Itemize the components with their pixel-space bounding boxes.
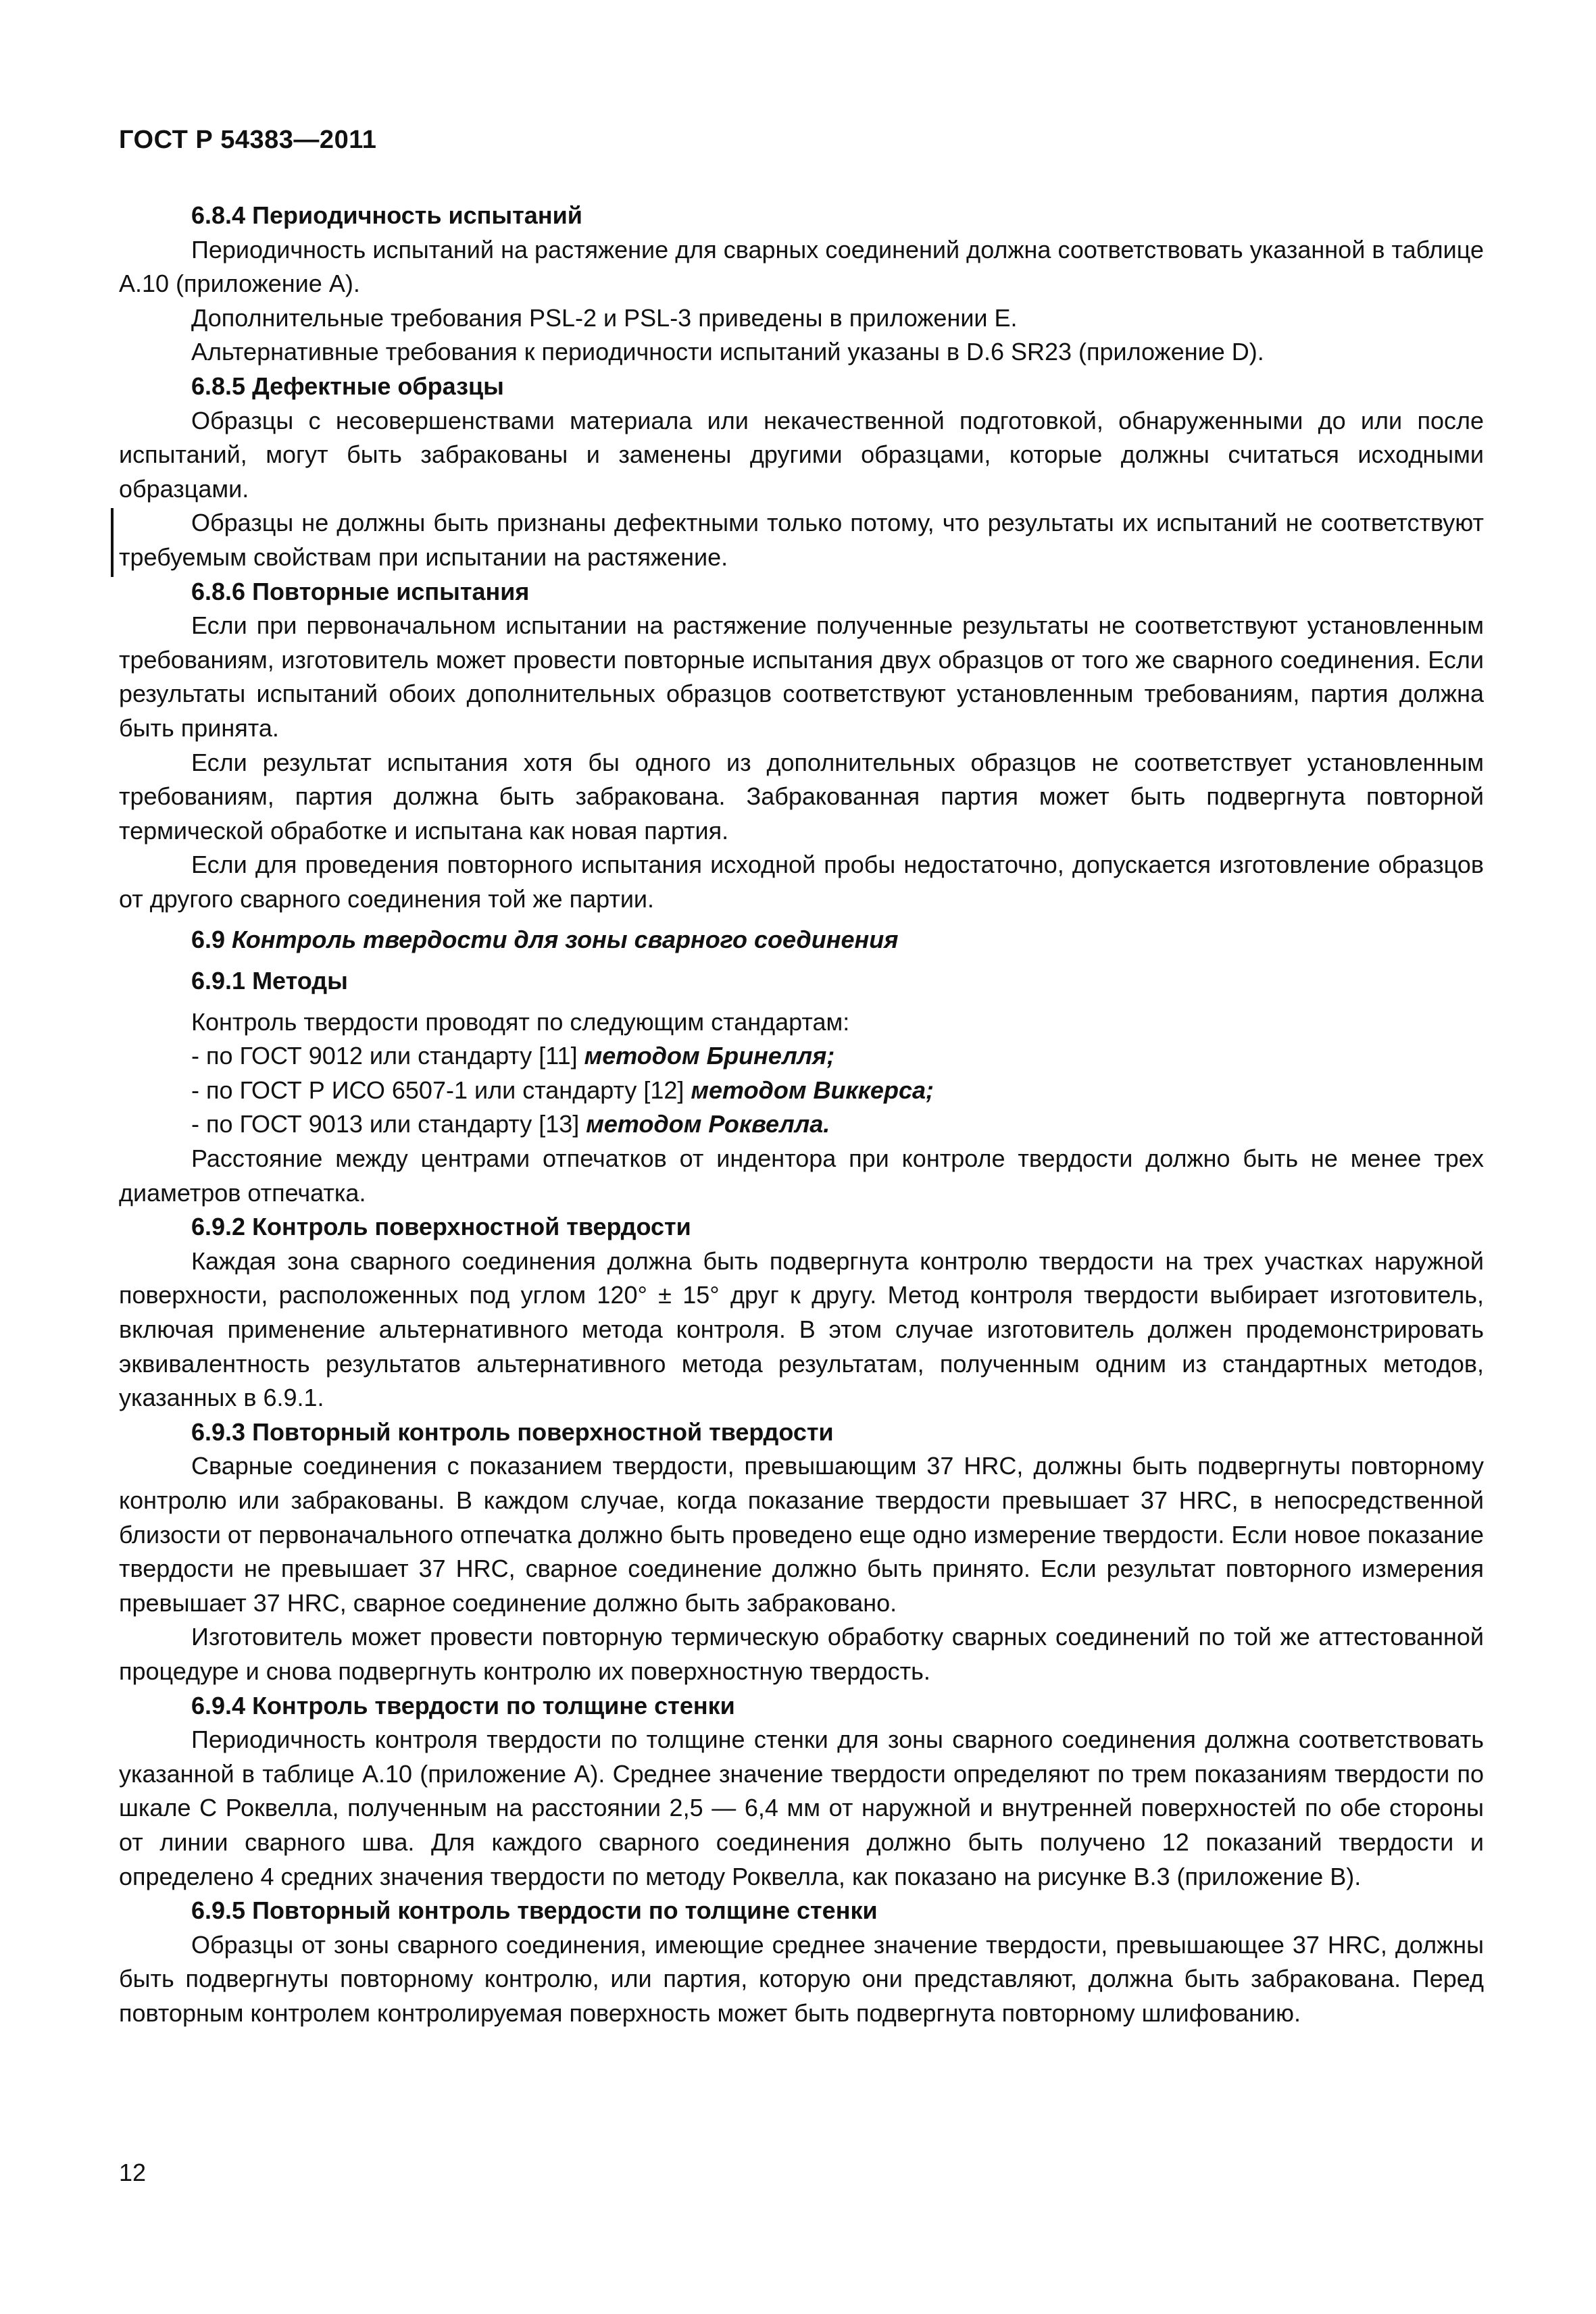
paragraph: Если при первоначальном испытании на растяжение полученные результаты не соответствуют установленным требованиям, изготовитель может провести повторные испытания двух образцов от того же сварного соединения. Если результаты испытаний обоих дополнительных образцов соответствуют установленным требованиям, партия должна быть принята. — [119, 611, 1484, 742]
section-title: Контроль твердости для зоны сварного соединения — [232, 926, 899, 954]
paragraph: Дополнительные требования PSL-2 и PSL-3 приведены в приложении Е. — [191, 303, 1018, 332]
paragraph: Расстояние между центрами отпечатков от индентора при контроле твердости должно быть не менее трех диаметров отпечатка. — [119, 1145, 1484, 1207]
document-body — [119, 199, 1484, 2030]
paragraph: Сварные соединения с показанием твердости, превышающим 37 HRC, должны быть подвергнуты повторному контролю или забракованы. В каждом случае, когда показание твердости превышает 37 HRC, в непосредственной близости от первоначального отпечатка должно быть проведено еще одно измерение твердости. Если новое показание твердости не превышает 37 HRC, сварное соединение должно быть принято. Если результат повторного измерения превышает 37 HRC, сварное соединение должно быть забраковано. — [119, 1452, 1484, 1617]
list-item — [119, 1107, 1484, 1142]
paragraph: Периодичность контроля твердости по толщине стенки для зоны сварного соединения должна соответствовать указанной в таблице А.10 (приложение А). Среднее значение твердости определяют по трем показаниям твердости по шкале С Роквелла, полученным на расстоянии 2,5 — 6,4 мм от наружной и внутренней поверхностей по обе стороны от линии сварного шва. Для каждого сварного соединения должно быть получено 12 показаний твердости и определено 4 средних значения твердости по методу Роквелла, как показано на рисунке В.3 (приложение В). — [119, 1726, 1484, 1890]
section-heading-6-9-3: 6.9.3 Повторный контроль поверхностной твердости — [191, 1417, 834, 1446]
change-marker-bar — [111, 508, 114, 577]
list-item-text: - по ГОСТ 9013 или стандарту [13] — [191, 1110, 587, 1138]
paragraph: Если для проведения повторного испытания исходной пробы недостаточно, допускается изготовление образцов от другого сварного соединения той же партии. — [119, 851, 1484, 913]
method-name: методом Бринелля; — [584, 1042, 835, 1070]
paragraph: Образцы от зоны сварного соединения, имеющие среднее значение твердости, превышающее 37 HRC, должны быть подвергнуты повторному контролю, или партия, которую они представляют, должна быть забракована. Перед повторным контролем контролируемая поверхность может быть подвергнута повторному шлифованию. — [119, 1930, 1484, 2027]
section-heading-6-9-4: 6.9.4 Контроль твердости по толщине стенки — [191, 1691, 735, 1719]
section-heading-6-8-6: 6.8.6 Повторные испытания — [191, 577, 530, 605]
section-heading-6-8-5: 6.8.5 Дефектные образцы — [191, 372, 504, 400]
section-number: 6.9 — [191, 926, 232, 954]
method-name: методом Роквелла. — [586, 1110, 830, 1138]
paragraph: Изготовитель может провести повторную термическую обработку сварных соединений по той же аттестованной процедуре и снова подвергнуть контролю их поверхностную твердость. — [119, 1623, 1484, 1685]
list-item — [119, 1039, 1484, 1074]
paragraph: Образцы не должны быть признаны дефектными только потому, что результаты их испытаний не соответствуют требуемым свойствам при испытании на растяжение. — [119, 509, 1484, 571]
paragraph: Каждая зона сварного соединения должна быть подвергнута контролю твердости на трех участках наружной поверхности, расположенных под углом 120° ± 15° друг к другу. Метод контроля твердости выбирает изготовитель, включая применение альтернативного метода контроля. В этом случае изготовитель должен продемонстрировать эквивалентность результатов альтернативного метода результатам, полученным одним из стандартных методов, указанных в 6.9.1. — [119, 1247, 1484, 1412]
list-item-text: - по ГОСТ Р ИСО 6507-1 или стандарту [12] — [191, 1076, 691, 1104]
section-heading-6-8-4: 6.8.4 Периодичность испытаний — [191, 201, 582, 229]
section-heading-6-9-2: 6.9.2 Контроль поверхностной твердости — [191, 1213, 691, 1241]
method-name: методом Виккерса; — [691, 1076, 934, 1104]
paragraph: Контроль твердости проводят по следующим стандартам: — [191, 1007, 850, 1036]
section-heading-6-9-5: 6.9.5 Повторный контроль твердости по толщине стенки — [191, 1896, 878, 1925]
paragraph: Образцы с несовершенствами материала или некачественной подготовкой, обнаруженными до или после испытаний, могут быть забракованы и заменены другими образцами, которые должны считаться исходными образцами. — [119, 406, 1484, 503]
section-heading-6-9 — [119, 923, 1484, 957]
document-header: ГОСТ Р 54383—2011 — [119, 126, 377, 154]
page-number: 12 — [119, 2159, 147, 2186]
section-heading-6-9-1: 6.9.1 Методы — [191, 967, 348, 995]
paragraph: Периодичность испытаний на растяжение для сварных соединений должна соответствовать указанной в таблице А.10 (приложение А). — [119, 235, 1484, 298]
list-item — [119, 1074, 1484, 1108]
paragraph: Альтернативные требования к периодичности испытаний указаны в D.6 SR23 (приложение D). — [191, 338, 1264, 366]
paragraph: Если результат испытания хотя бы одного из дополнительных образцов не соответствует установленным требованиям, партия должна быть забракована. Забракованная партия может быть подвергнута повторной термической обработке и испытана как новая партия. — [119, 748, 1484, 845]
list-item-text: - по ГОСТ 9012 или стандарту [11] — [191, 1042, 584, 1070]
